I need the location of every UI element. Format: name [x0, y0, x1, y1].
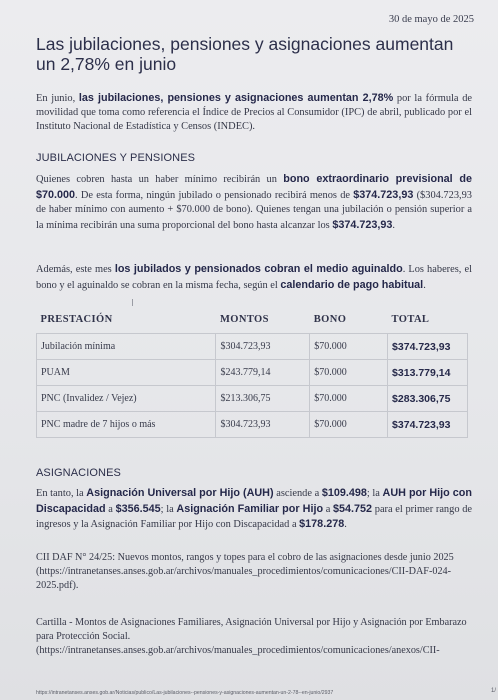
asig-text: asciende a [273, 488, 322, 499]
asig-text: ; la [366, 488, 383, 499]
header-montos: MONTOS [219, 314, 269, 325]
table-row [37, 360, 468, 386]
section-heading-asignaciones: ASIGNACIONES [36, 467, 121, 479]
minimum-total-highlight: $374.723,93 [332, 218, 393, 231]
table-row [37, 412, 468, 438]
bono-highlight: bono extraordinario previsional de $70.000 [36, 173, 472, 201]
asig-text: . [344, 519, 347, 530]
cell-monto: $304.723,93 [216, 334, 310, 360]
minimum-total-highlight: $374.723,93 [353, 188, 414, 201]
page-number: 1/ [490, 688, 496, 694]
cell-monto: $213.306,75 [216, 386, 310, 412]
asignacion-familiar-amount: $54.752 [333, 502, 373, 515]
cell-bono: $70.000 [310, 412, 388, 438]
asig-text: ; la [160, 503, 177, 515]
cell-total: $313.779,14 [388, 360, 468, 386]
aguinaldo-text: . Los haberes, el bono y el aguinaldo se cobran en la misma fecha, según el [36, 264, 472, 291]
cell-monto: $243.779,14 [216, 360, 310, 386]
header-total: TOTAL [391, 314, 430, 325]
asig-text: En tanto, la [36, 488, 87, 499]
aguinaldo-paragraph [36, 262, 472, 293]
cell-total: $283.306,75 [388, 386, 468, 412]
article-title: Las jubilaciones, pensiones y asignaciones aumentan un 2,78% en junio [36, 34, 454, 74]
cell-bono: $70.000 [310, 386, 388, 412]
header-prestacion: PRESTACIÓN [40, 314, 113, 325]
cell-prestacion: PNC madre de 7 hijos o más [37, 412, 216, 438]
footer-url: https://intranetanses.anses.gob.ar/Noticias/publico/Las-jubilaciones--pensiones-y-asignaciones-aumentan-un-2-78--en-junio/2937 [36, 690, 334, 696]
cell-monto: $304.723,93 [216, 412, 310, 438]
header-bono: BONO [313, 314, 347, 325]
aguinaldo-highlight: los jubilados y pensionados cobran el medio aguinaldo [114, 263, 403, 275]
intro-highlight: las jubilaciones, pensiones y asignaciones aumentan 2,78% [78, 92, 394, 104]
benefits-table [36, 314, 468, 438]
table-header-row [37, 314, 468, 334]
asig-text: a [105, 503, 116, 515]
table-row [37, 334, 468, 360]
link-cii-daf[interactable]: CII DAF N° 24/25: Nuevos montos, rangos y topes para el cobro de las asignaciones desde junio 2025 (https://intranetanses.anses.gob.ar/archivos/manuales_procedimientos/comunicaciones/CII-DAF-024-2025.pdf). [36, 552, 454, 591]
bono-text: . [392, 219, 395, 231]
intro-paragraph [36, 91, 472, 134]
aguinaldo-text: . [423, 279, 426, 291]
asignaciones-paragraph [36, 486, 472, 533]
cursor-mark [132, 299, 133, 306]
auh-amount: $109.498 [321, 487, 367, 499]
table-row [37, 386, 468, 412]
intro-text: por la fórmula de movilidad que toma como referencia el Índice de Precios al Consumidor (IPC) de abril, publicado por el Instituto Nacional de Estadística y Censos (INDEC). [36, 93, 472, 132]
bono-text: Quienes cobren hasta un haber mínimo recibirán un [36, 174, 284, 185]
cell-total: $374.723,93 [388, 334, 468, 360]
payment-calendar-link[interactable]: calendario de pago habitual [280, 278, 424, 291]
cell-prestacion: Jubilación mínima [37, 334, 216, 360]
asig-text: para el primer rango de ingresos y la Asignación Familiar por Hijo con Discapacidad a [36, 503, 473, 530]
auh-highlight: Asignación Universal por Hijo (AUH) [86, 487, 274, 499]
cell-bono: $70.000 [310, 360, 388, 386]
aguinaldo-text: Además, este mes [36, 264, 115, 275]
auh-discapacidad-amount: $356.545 [115, 502, 161, 515]
cell-total: $374.723,93 [388, 412, 468, 438]
bono-text: ($304.723,93 de haber mínimo con aumento + $70.000 de bono). Quienes tengan una jubilación o pensión superior a la mínima recibirán una suma proporcional del bono hasta alcanzar los [36, 189, 473, 231]
link-cartilla[interactable]: Cartilla - Montos de Asignaciones Familiares, Asignación Universal por Hijo y Asignación por Embarazo para Protección Social. (https://intranetanses.anses.gob.ar/archivos/manuales_procedimientos/comunicaciones/anexos/CII- [36, 617, 467, 656]
section-heading-jubilaciones: JUBILACIONES Y PENSIONES [36, 152, 196, 164]
bono-text: . De esta forma, ningún jubilado o pensionado recibirá menos de [75, 189, 354, 201]
auh-discapacidad-highlight: AUH por Hijo con Discapacidad [36, 487, 472, 515]
asignacion-discapacidad-amount: $178.278 [299, 518, 345, 530]
asig-text: a [323, 503, 334, 515]
publication-date: 30 de mayo de 2025 [388, 14, 474, 25]
bono-paragraph [36, 172, 472, 233]
intro-text: En junio, [36, 93, 79, 104]
cell-bono: $70.000 [310, 334, 388, 360]
cell-prestacion: PUAM [37, 360, 216, 386]
cell-prestacion: PNC (Invalidez / Vejez) [37, 386, 216, 412]
asignacion-familiar-highlight: Asignación Familiar por Hijo [176, 502, 324, 515]
